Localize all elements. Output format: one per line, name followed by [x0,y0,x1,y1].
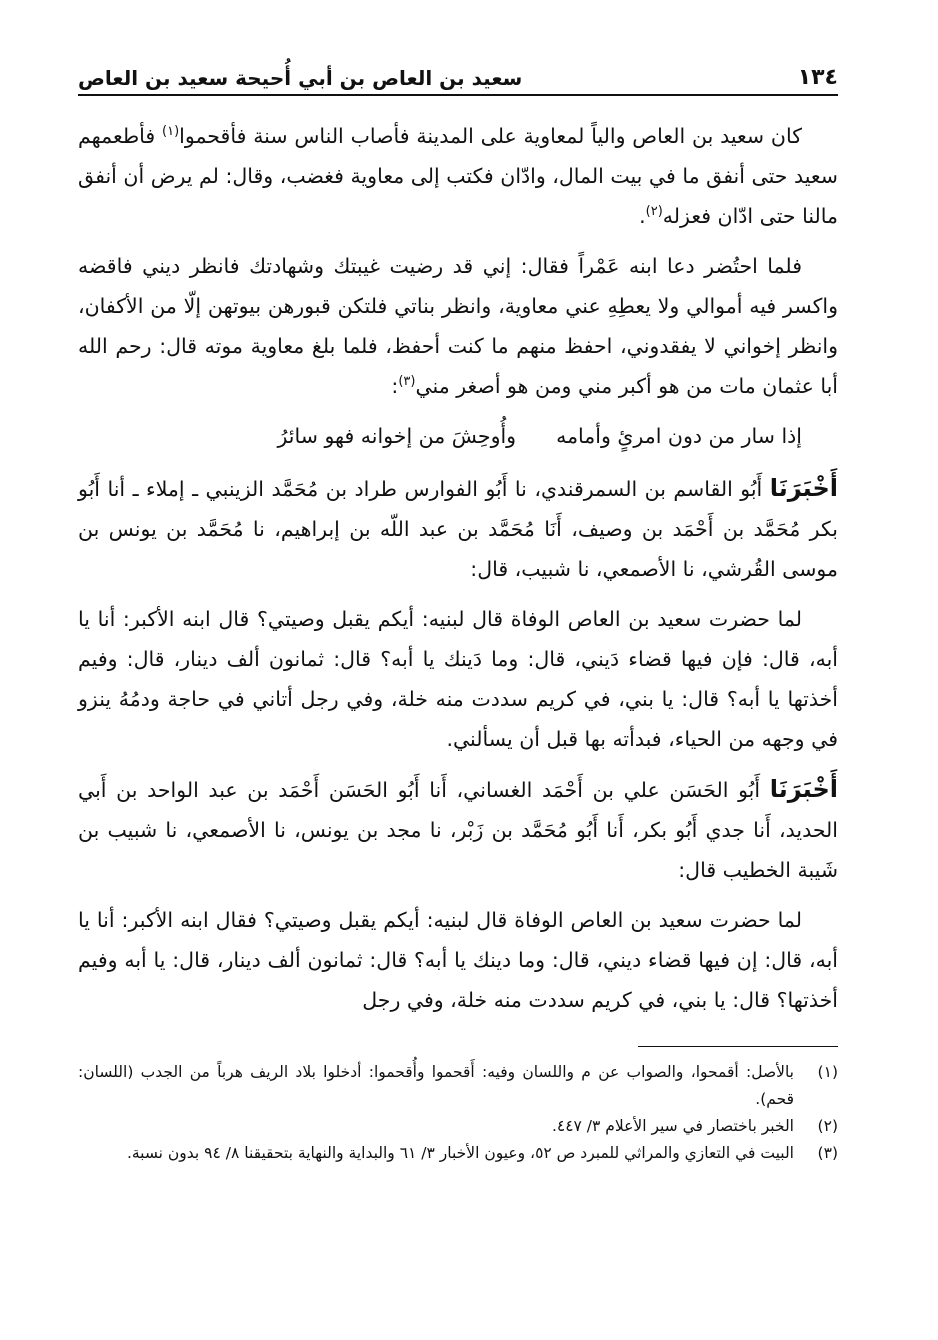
footnote-ref: (٣) [398,374,416,390]
poem-second-hemistich: وأُوحِشَ من إخوانه فهو سائرُ [277,424,517,448]
paragraph: أَخْبَرَنَا أَبُو القاسم بن السمرقندي، نا أَبُو الفوارس طراد بن مُحَمَّد الزينبي ـ إملاء ـ أنا أَبُو بكر مُحَمَّد بن أَحْمَد بن وصيف، أَنَا مُحَمَّد بن عبد اللّه بن إبراهيم، نا مُحَمَّد بن يونس بن موسى القُرشي، نا الأصمعي، نا شبيب، قال: [78,474,838,581]
paragraph: لما حضرت سعيد بن العاص الوفاة قال لبنيه: أيكم يقبل وصيتي؟ فقال ابنه الأكبر: أنا يا أبه، قال: إن فيها قضاء ديني، قال: وما دينك يا أبه؟ قال: ثمانون ألف دينار، قال: يا أبه وفيم أخذتها؟ قال: يا بني، في كريم سددت منه خلة، وفي رجل [78,908,838,1012]
running-title: سعيد بن العاص بن أبي أُحيحة سعيد بن العاص [78,66,523,90]
poem-first-hemistich: إذا سار من دون امرئٍ وأمامه [556,424,802,448]
footnote: (٣) البيت في التعازي والمراثي للمبرد ص ٥٢، وعيون الأخبار ٣/ ٦١ والبداية والنهاية بتحقيقنا ٨/ ٩٤ بدون نسبة. [126,1144,838,1162]
footnote-ref: (١) [162,124,180,140]
paragraph: لما حضرت سعيد بن العاص الوفاة قال لبنيه: أيكم يقبل وصيتي؟ قال ابنه الأكبر: أنا يا أبه، قال: فإن فيها قضاء دَيني، قال: وما دَينك يا أبه؟ قال: ثمانون ألف دينار، قال: وفيم أخذتها يا أبه؟ قال: يا بني، في كريم سددت منه خلة، وفي رجل أتاني في حاجة ودمُهُ ينزو في وجهه من الحياء، فبدأته بها قبل أن يسألني. [78,607,838,751]
akhbarana-lead: أَخْبَرَنَا [769,474,838,502]
footnotes [78,1059,838,1167]
paragraph: أَخْبَرَنَا أَبُو الحَسَن علي بن أَحْمَد الغساني، أَنا أَبُو الحَسَن أَحْمَد بن عبد الواحد بن أَبي الحديد، أَنا جدي أَبُو بكر، أَنا أَبُو مُحَمَّد بن زَبْر، نا مجد بن يونس، نا الأصمعي، نا شبيب بن شَيبة الخطيب قال: [78,775,838,882]
footnote-ref: (٢) [645,204,663,220]
akhbarana-lead: أَخْبَرَنَا [769,775,838,803]
paragraph: كان سعيد بن العاص والياً لمعاوية على المدينة فأصاب الناس سنة فأقحموا$^{(١)}$ فأطعمهم سعيد حتى أنفق ما في بيت المال، وادّان فكتب إلى معاوية فغضب، وقال: لم يرض أن أنفق مالنا حتى ادّان فعزله$^{(٢)}$. [78,124,838,228]
footnote: (١) بالأصل: أقمحوا، والصواب عن م واللسان وفيه: أَقحموا وأُقحموا: أدخلوا بلاد الريف هرباً من الجدب (اللسان: قحم). [78,1063,838,1108]
poem-verse [78,416,838,456]
footnote: (٢) الخبر باختصار في سير الأعلام ٣/ ٤٤٧. [551,1117,838,1135]
footnote-divider [638,1046,838,1047]
main-text [78,116,838,1020]
page-header [78,56,838,96]
page-number: ١٣٤ [797,65,838,90]
book-page [78,56,838,1286]
paragraph: فلما احتُضر دعا ابنه عَمْراً فقال: إني قد رضيت غيبتك وشهادتك فانظر ديني فاقضه واكسر فيه أموالي ولا يعطِهِ عني معاوية، وانظر بناتي فلتكن قبورهن بيوتهن إلّا من الأكفان، وانظر إخواني لا يفقدوني، احفظ منهم ما كنت أحفظ، فلما بلغ معاوية موته قال: رحم الله أبا عثمان مات من هو أكبر مني ومن هو أصغر مني$^{(٣)}$: [78,254,838,398]
